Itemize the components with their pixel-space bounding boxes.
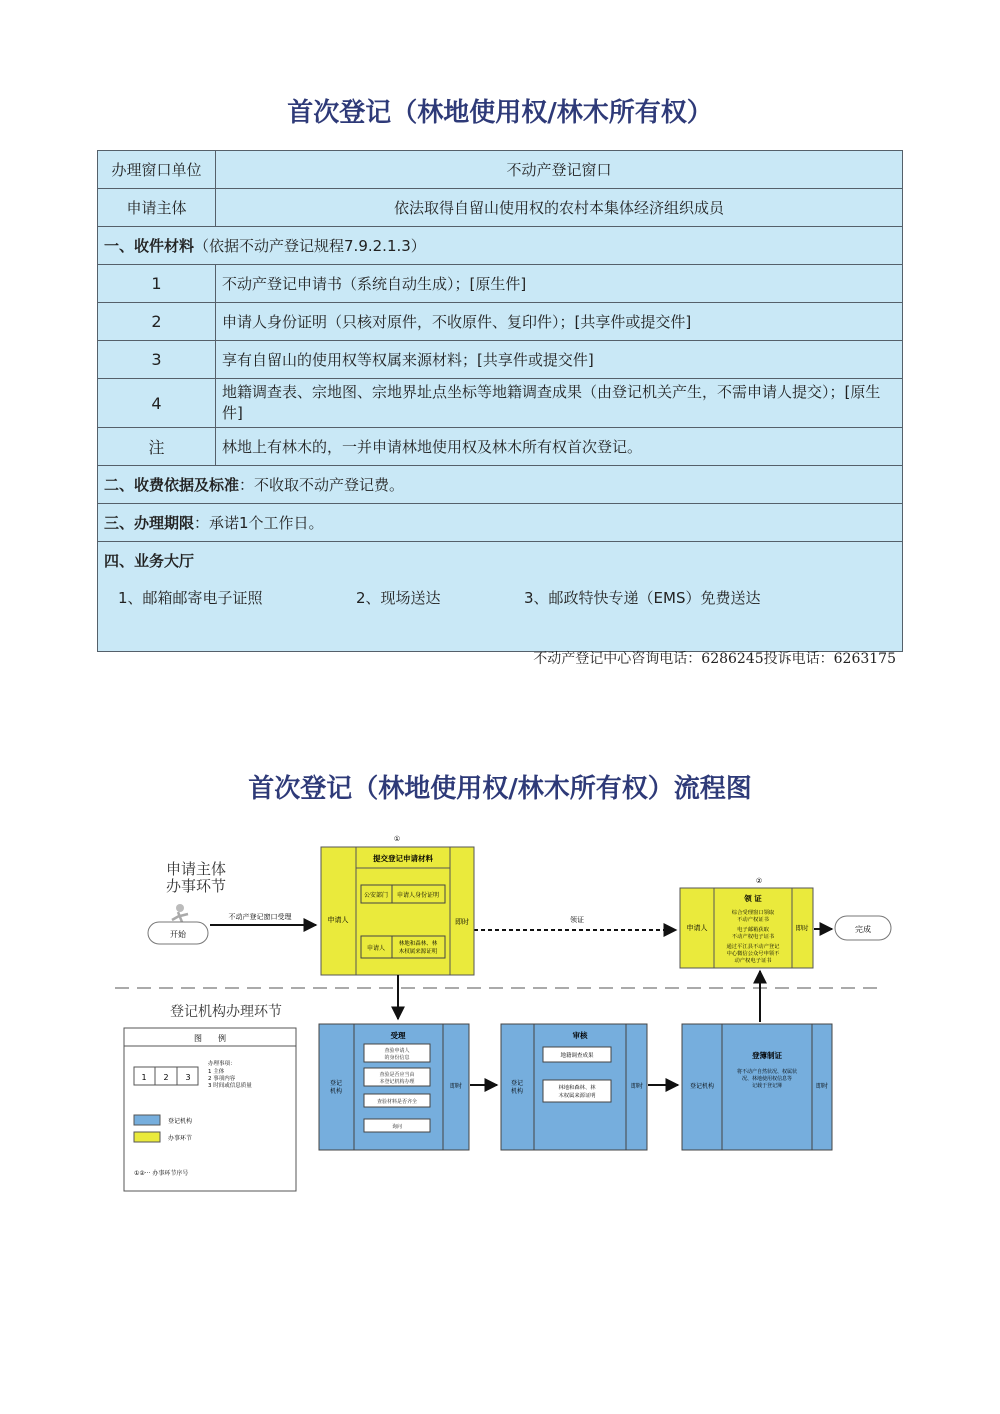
table-row bbox=[98, 265, 903, 303]
info-table bbox=[97, 150, 903, 652]
book-title: 登簿制证 bbox=[752, 1051, 782, 1060]
step2-line: 综合受理窗口领取 bbox=[731, 910, 775, 916]
lane-applicant-label-2: 办事环节 bbox=[166, 877, 227, 895]
step2-line: 中心微信公众号申领不 bbox=[726, 951, 780, 957]
hall-heading: 四、业务大厅 bbox=[104, 552, 195, 570]
accept-item: 询问 bbox=[391, 1124, 403, 1130]
step1-title: 提交登记申请材料 bbox=[373, 854, 433, 863]
legend-seq: ①②··· 办事环节序号 bbox=[134, 1170, 189, 1177]
svg-text:本登记机构办理: 本登记机构办理 bbox=[379, 1079, 415, 1085]
period-section bbox=[98, 504, 903, 542]
fee-heading: 二、收费依据及标准 bbox=[104, 476, 240, 494]
lane-registry-label: 登记机构办理环节 bbox=[170, 1004, 282, 1020]
legend-yellow-label: 办事环节 bbox=[168, 1135, 193, 1142]
period-heading: 三、办理期限 bbox=[104, 514, 195, 532]
hall-options bbox=[104, 587, 896, 608]
step1-item: 林地和森林、林 bbox=[398, 941, 438, 947]
materials-heading: 一、收件材料 bbox=[104, 237, 195, 255]
book-right: 即时 bbox=[815, 1083, 829, 1090]
legend-cell: 3 bbox=[185, 1073, 191, 1082]
hall-option-mail: 1、邮箱邮寄电子证照 bbox=[118, 589, 263, 607]
end-label: 完成 bbox=[855, 925, 871, 934]
step1-item: 公安部门 bbox=[363, 892, 389, 899]
review-item: 林地和森林、林 bbox=[558, 1085, 596, 1091]
legend-item-line: 2 事项内容 bbox=[208, 1076, 236, 1082]
table-row bbox=[98, 303, 903, 341]
step1-left: 申请人 bbox=[327, 916, 349, 924]
step1-item: 申请人身份证明 bbox=[396, 892, 440, 899]
hall-section bbox=[98, 542, 903, 580]
table-row bbox=[98, 466, 903, 504]
book-left: 登记机构 bbox=[689, 1083, 715, 1090]
accept-right: 即时 bbox=[449, 1083, 463, 1090]
review-left: 登记 bbox=[510, 1080, 524, 1087]
step2-number: ② bbox=[755, 877, 763, 885]
legend-blue-label: 登记机构 bbox=[168, 1118, 193, 1125]
book-line: 况、林地使用权信息等 bbox=[741, 1076, 793, 1082]
phone-line: 不动产登记中心咨询电话：6286245投诉电话：6263175 bbox=[533, 651, 896, 667]
note-label: 注 bbox=[98, 428, 216, 466]
material-no: 2 bbox=[98, 303, 216, 341]
legend-item-heading: 办理事项： bbox=[208, 1061, 236, 1067]
legend-yellow-swatch bbox=[134, 1132, 160, 1142]
period-text: ：承诺1个工作日。 bbox=[194, 514, 324, 532]
table-row bbox=[98, 341, 903, 379]
fee-text: ：不收取不动产登记费。 bbox=[239, 476, 405, 494]
material-text: 地籍调查表、宗地图、宗地界址点坐标等地籍调查成果（由登记机关产生，不需申请人提交）；[原生件] bbox=[216, 379, 903, 428]
arrow-accept-label: 不动产登记窗口受理 bbox=[228, 913, 292, 921]
step2-line: 不动产权证书 bbox=[737, 917, 769, 923]
table-row bbox=[98, 189, 903, 227]
material-no: 1 bbox=[98, 265, 216, 303]
flowchart-svg bbox=[100, 830, 900, 1210]
materials-section bbox=[98, 227, 903, 265]
table-row bbox=[98, 379, 903, 428]
material-text: 享有自留山的使用权等权属来源材料；[共享件或提交件] bbox=[216, 341, 903, 379]
step2-left: 申请人 bbox=[686, 924, 708, 932]
table-row bbox=[98, 227, 903, 265]
material-no: 3 bbox=[98, 341, 216, 379]
step1-number: ① bbox=[393, 835, 401, 843]
window-label: 办理窗口单位 bbox=[98, 151, 216, 189]
legend-title: 图 例 bbox=[194, 1034, 226, 1043]
fee-section bbox=[98, 466, 903, 504]
step1-item: 申请人 bbox=[366, 945, 386, 952]
svg-text:的身份信息: 的身份信息 bbox=[384, 1055, 410, 1061]
table-row bbox=[98, 151, 903, 189]
step2-line: 电子邮箱获取 bbox=[737, 927, 769, 933]
book-line: 记载于登记簿 bbox=[751, 1083, 783, 1089]
step2-line: 通过平江县不动产登记 bbox=[726, 944, 780, 950]
page-title: 首次登记（林地使用权/林木所有权） bbox=[287, 98, 713, 128]
window-value: 不动产登记窗口 bbox=[216, 151, 903, 189]
review-title: 审核 bbox=[572, 1031, 588, 1040]
legend-item-line: 3 时间或信息质量 bbox=[208, 1083, 252, 1089]
flow-title: 首次登记（林地使用权/林木所有权）流程图 bbox=[248, 774, 752, 804]
subject-label: 申请主体 bbox=[98, 189, 216, 227]
svg-text:机构: 机构 bbox=[329, 1088, 343, 1095]
step1-right: 即时 bbox=[455, 918, 469, 926]
note-text: 林地上有林木的，一并申请林地使用权及林木所有权首次登记。 bbox=[216, 428, 903, 466]
svg-text:木权属来源证明: 木权属来源证明 bbox=[398, 949, 438, 955]
arrow-collect-label: 领证 bbox=[570, 916, 584, 924]
materials-basis: （依据不动产登记规程7.9.2.1.3） bbox=[194, 237, 426, 255]
accept-item: 查验材料是否齐全 bbox=[376, 1099, 418, 1105]
legend-cell: 2 bbox=[163, 1073, 169, 1082]
lane-applicant-label: 申请主体 bbox=[166, 860, 227, 878]
accept-item: 查验是否应当由 bbox=[379, 1072, 415, 1078]
step2-right: 即时 bbox=[795, 924, 809, 932]
legend-item-line: 1 主体 bbox=[208, 1069, 225, 1075]
step2-line: 不动产权电子证书 bbox=[731, 934, 775, 940]
start-label: 开始 bbox=[170, 930, 186, 939]
table-row bbox=[98, 428, 903, 466]
subject-value: 依法取得自留山使用权的农村本集体经济组织成员 bbox=[216, 189, 903, 227]
table-row bbox=[98, 542, 903, 580]
step2-line: 动产权电子证书 bbox=[734, 958, 772, 964]
book-line: 将不动产自然状况、权属状 bbox=[736, 1069, 798, 1075]
flowchart bbox=[100, 830, 900, 1210]
table-row bbox=[98, 504, 903, 542]
table-row bbox=[98, 579, 903, 652]
legend-blue-swatch bbox=[134, 1115, 160, 1125]
material-no: 4 bbox=[98, 379, 216, 428]
svg-text:木权属来源证明: 木权属来源证明 bbox=[558, 1093, 596, 1099]
material-text: 申请人身份证明（只核对原件，不收原件、复印件）；[共享件或提交件] bbox=[216, 303, 903, 341]
material-text: 不动产登记申请书（系统自动生成）；[原生件] bbox=[216, 265, 903, 303]
accept-left: 登记 bbox=[329, 1080, 343, 1087]
step2-title: 领 证 bbox=[744, 894, 762, 903]
legend-box bbox=[124, 1028, 296, 1191]
svg-text:机构: 机构 bbox=[510, 1088, 524, 1095]
review-item: 地籍调查成果 bbox=[560, 1053, 594, 1059]
hall-option-ems: 3、邮政特快专递（EMS）免费送达 bbox=[524, 589, 761, 607]
accept-title: 受理 bbox=[390, 1031, 406, 1040]
review-right: 即时 bbox=[630, 1083, 644, 1090]
hall-option-onsite: 2、现场送达 bbox=[356, 589, 441, 607]
accept-item: 查验申请人 bbox=[384, 1048, 410, 1054]
legend-cell: 1 bbox=[141, 1073, 147, 1082]
